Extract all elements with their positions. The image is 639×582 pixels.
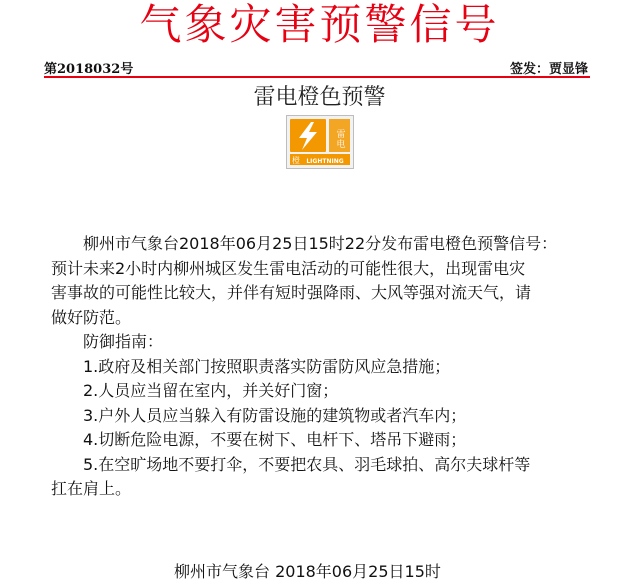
guide-item-2: 2.人员应当留在室内，并关好门窗； xyxy=(83,381,339,400)
guide-item-5-continued: 扛在肩上。 xyxy=(51,479,132,498)
guide-item-1: 1.政府及相关部门按照职责落实防雷防风应急措施； xyxy=(83,356,451,376)
intro-line-1: 柳州市气象台2018年06月25日15时22分发布雷电橙色预警信号： xyxy=(83,234,558,253)
header-divider xyxy=(44,76,590,78)
icon-label-bottom-right: LIGHTNING xyxy=(306,158,344,165)
intro-line-4: 做好防范。 xyxy=(51,307,132,327)
issuer-date: 柳州市气象台 2018年06月25日15时 xyxy=(174,562,441,581)
signer: 签发：贾显锋 xyxy=(509,62,588,77)
lightning-orange-warning-icon xyxy=(286,115,354,169)
issue-number: 第2018032号 xyxy=(44,62,134,77)
intro-line-2: 预计未来2小时内柳州城区发生雷电活动的可能性很大，出现雷电灾 xyxy=(51,258,526,278)
intro-line-3: 害事故的可能性比较大，并伴有短时强降雨、大风等强对流天气，请 xyxy=(51,283,532,302)
guide-item-5: 5.在空旷场地不要打伞，不要把农具、羽毛球拍、高尔夫球杆等 xyxy=(83,454,531,474)
warning-body xyxy=(51,232,600,502)
guide-title: 防御指南： xyxy=(83,332,164,351)
icon-label-top: 雷电 xyxy=(334,129,345,149)
meta-row xyxy=(44,56,588,76)
icon-label-bottom-left: 橙 xyxy=(292,156,300,165)
header-title: 气象灾害预警信号 xyxy=(139,0,500,49)
document-title: 雷电橙色预警 xyxy=(253,85,386,110)
guide-item-4: 4.切断危险电源，不要在树下、电杆下、塔吊下避雨； xyxy=(83,430,467,449)
guide-item-3: 3.户外人员应当躲入有防雷设施的建筑物或者汽车内； xyxy=(83,405,467,425)
